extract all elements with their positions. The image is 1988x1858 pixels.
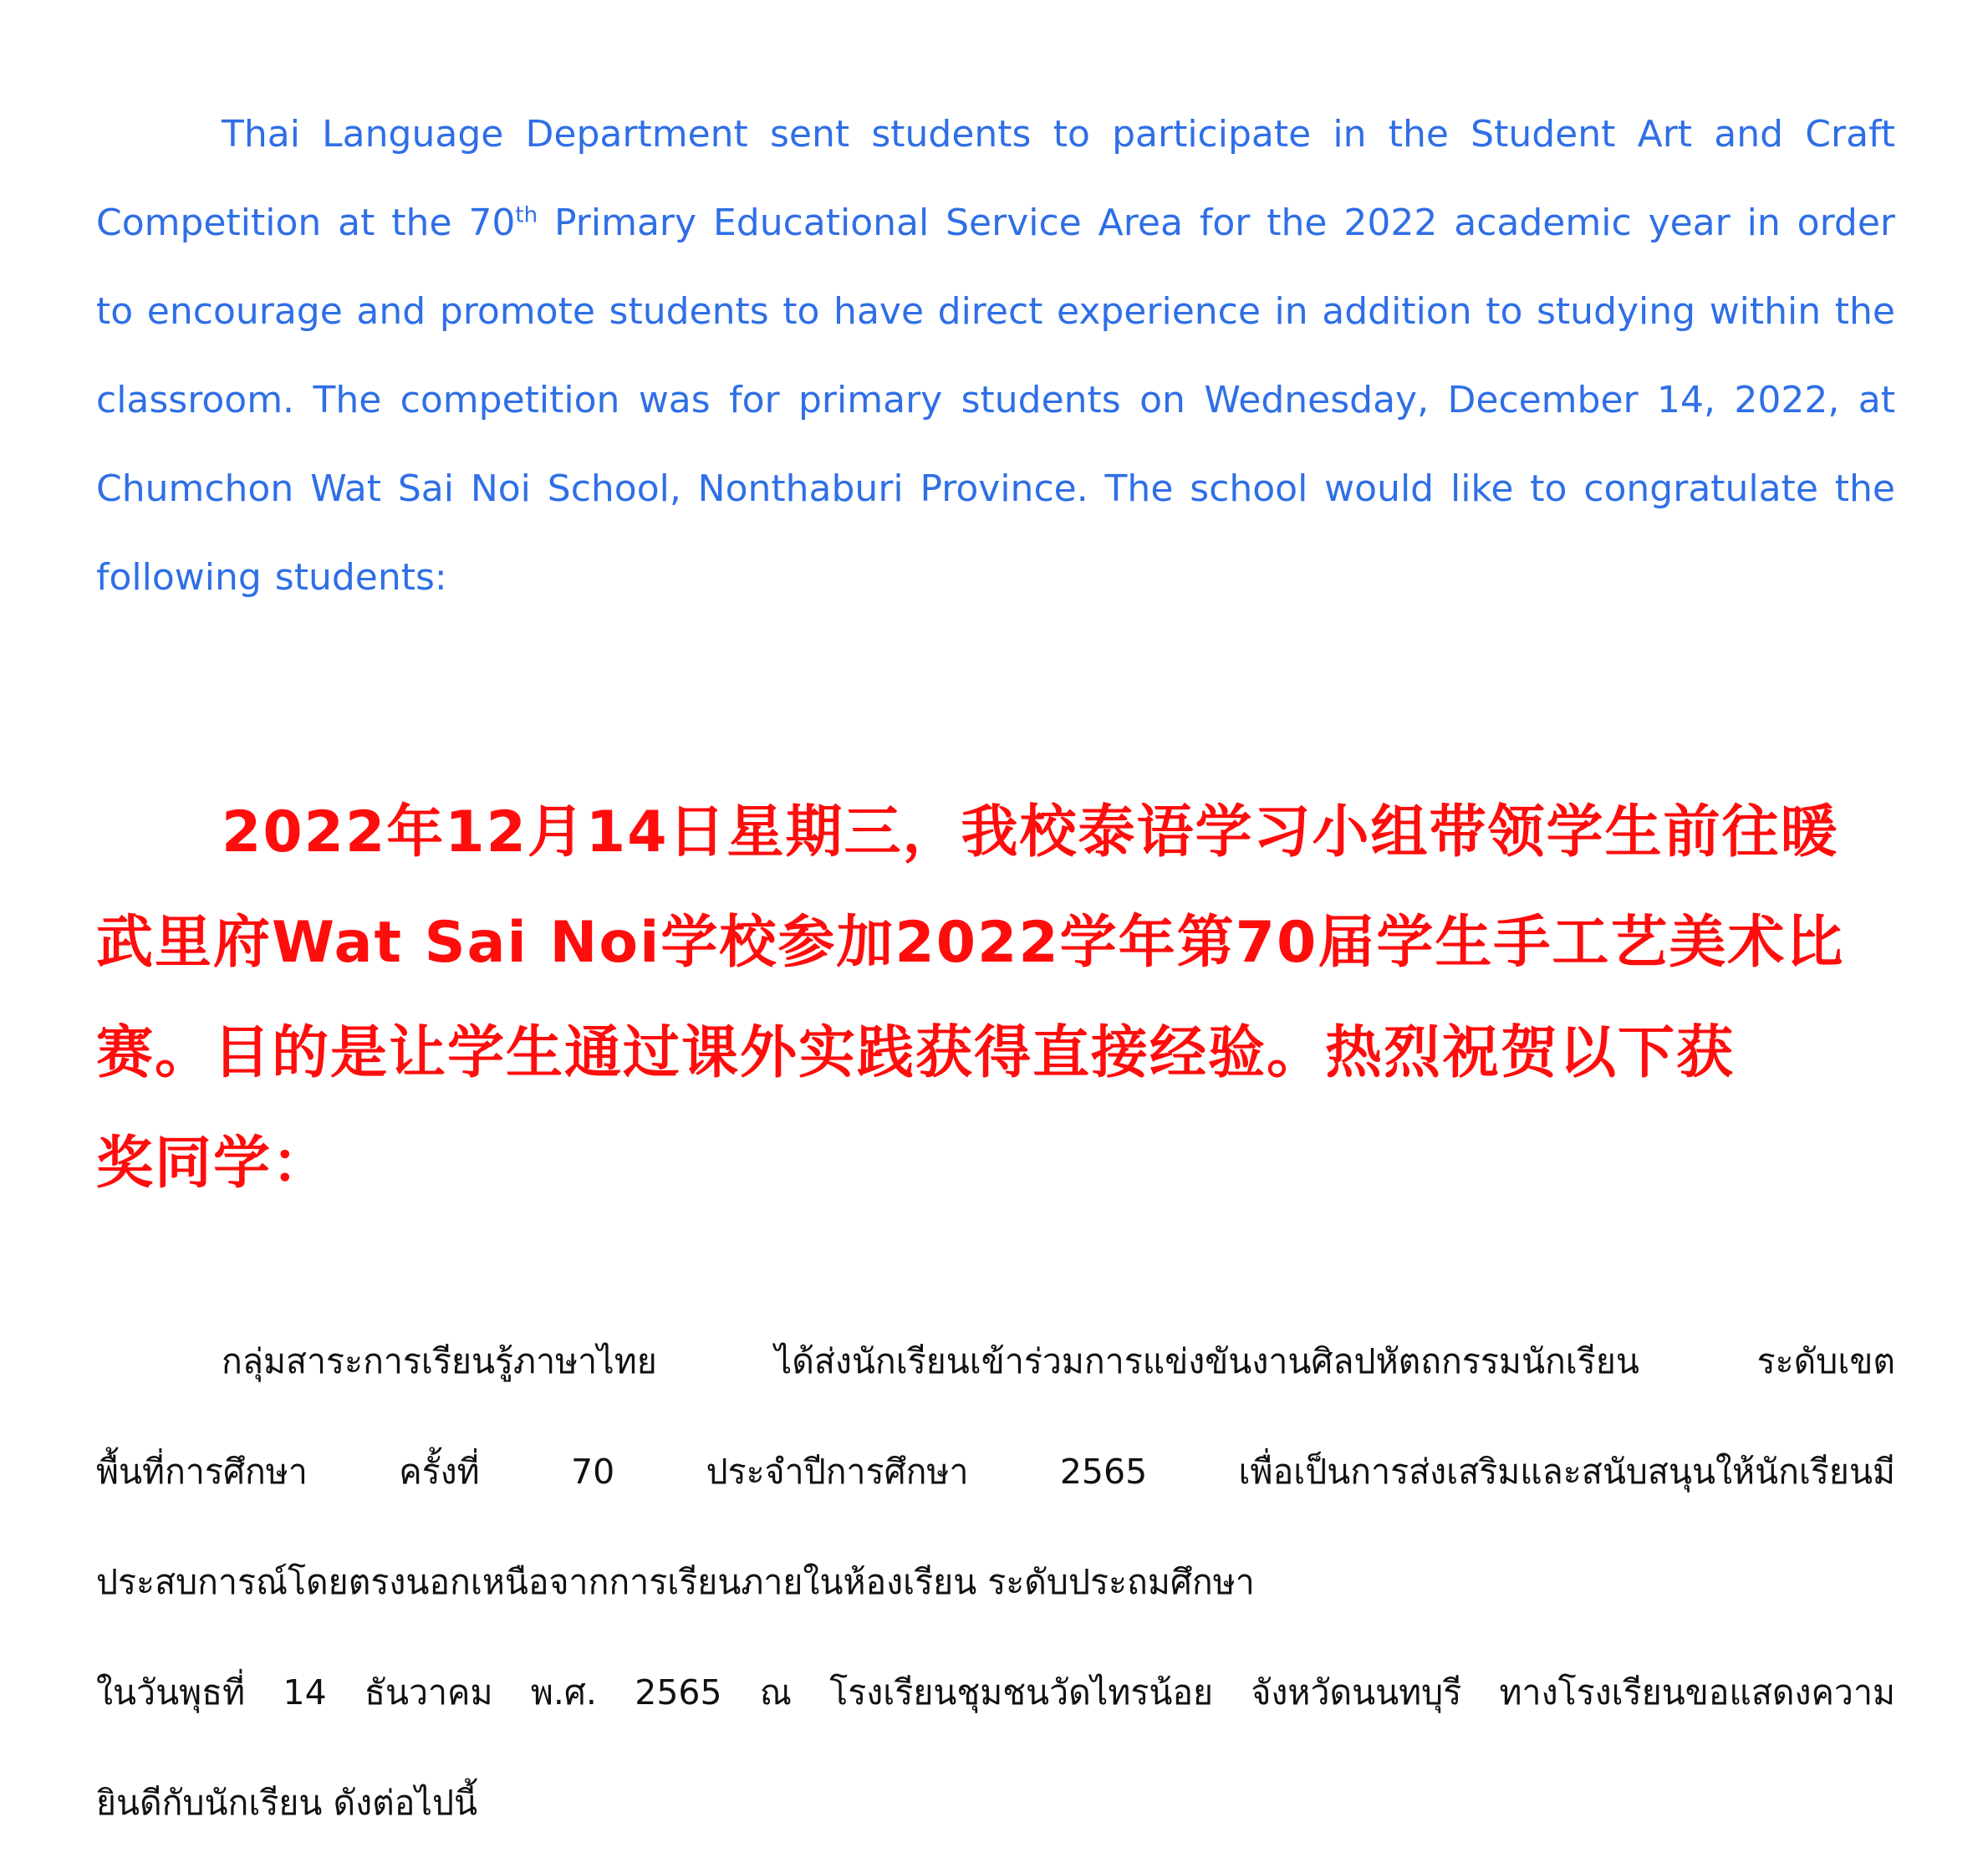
thai-paragraph: [96, 1306, 1895, 1858]
thai-line-4: ในวันพุธที่ 14 ธันวาคม พ.ศ. 2565 ณ โรงเรียนชุมชนวัดไทรน้อย จังหวัดนนทบุรี ทางโรงเรียนขอแสดงความ: [96, 1672, 1895, 1713]
thai-line-5: ยินดีกับนักเรียน ดังต่อไปนี้: [96, 1783, 478, 1823]
thai-line-3: ประสบการณ์โดยตรงนอกเหนือจากการเรียนภายในห้องเรียน ระดับประถมศึกษา: [96, 1562, 1255, 1602]
thai-line-1: กลุ่มสาระการเรียนรู้ภาษาไทย ได้ส่งนักเรียนเข้าร่วมการแข่งขันงานศิลปหัตถกรรมนักเรียน ระดับเขต: [222, 1341, 1895, 1381]
ordinal-suffix: th: [515, 202, 538, 228]
thai-line-2: พื้นที่การศึกษา ครั้งที่ 70 ประจำปีการศึกษา 2565 เพื่อเป็นการส่งเสริมและสนับสนุนให้นักเรียนมี: [96, 1452, 1895, 1492]
english-text-before-ordinal: Thai Language Department sent students to participate in the Student Art and Craft Competition at the 70: [96, 113, 1895, 244]
english-paragraph: [96, 90, 1895, 622]
chinese-line-4: 奖同学：: [96, 1131, 331, 1197]
chinese-line-1: 2022年12月14日星期三，我校泰语学习小组带领学生前往暖: [222, 799, 1839, 865]
chinese-line-2: 武里府Wat Sai Noi学校参加2022学年第70届学生手工艺美术比: [96, 910, 1845, 976]
chinese-line-3: 赛。目的是让学生通过课外实践获得直接经验。热烈祝贺以下获: [96, 1020, 1736, 1086]
chinese-paragraph: [96, 778, 1902, 1219]
english-text-after-ordinal: Primary Educational Service Area for the 2022 academic year in order to encourage and promote students to have direct experience in addition to studying within the classroom. The competition was for primary students on Wednesday, December 14, 2022, at Chumchon Wat Sai Noi School, Nonthaburi Province. The school would like to congratulate the following students:: [96, 202, 1895, 599]
